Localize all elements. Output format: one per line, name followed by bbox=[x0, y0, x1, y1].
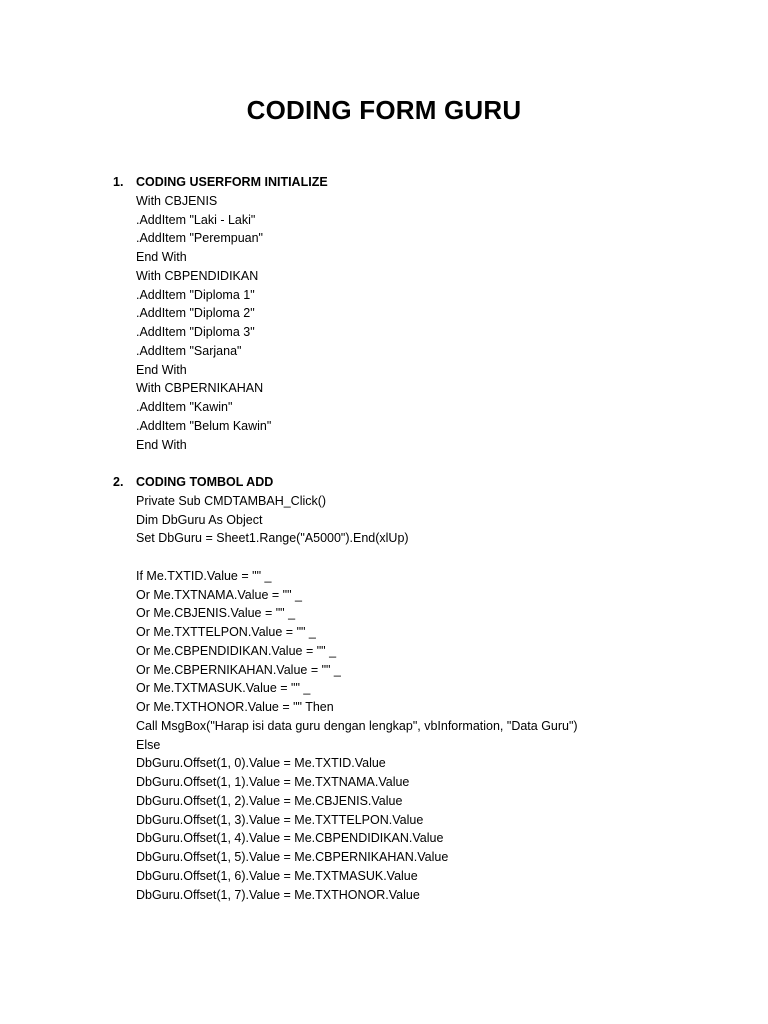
code-line: Private Sub CMDTAMBAH_Click() bbox=[136, 493, 327, 508]
code-line: With CBJENIS bbox=[136, 193, 218, 208]
section-heading-text: CODING TOMBOL ADD bbox=[136, 475, 274, 489]
code-line: .AddItem "Perempuan" bbox=[136, 231, 263, 246]
code-line: Set DbGuru = Sheet1.Range("A5000").End(xlUp) bbox=[136, 531, 409, 546]
section-heading-text: CODING USERFORM INITIALIZE bbox=[136, 175, 328, 189]
code-block bbox=[0, 192, 768, 455]
code-line: Or Me.TXTHONOR.Value = "" Then bbox=[136, 700, 334, 714]
code-line: With CBPENDIDIKAN bbox=[136, 268, 259, 283]
code-line: With CBPERNIKAHAN bbox=[136, 381, 264, 396]
code-line: End With bbox=[136, 250, 187, 264]
code-line: Call MsgBox("Harap isi data guru dengan lengkap", vbInformation, "Data Guru") bbox=[136, 718, 578, 733]
code-line: Or Me.TXTMASUK.Value = "" _ bbox=[136, 681, 311, 696]
code-line: DbGuru.Offset(1, 2).Value = Me.CBJENIS.Value bbox=[136, 793, 403, 808]
code-line: DbGuru.Offset(1, 3).Value = Me.TXTTELPON.Value bbox=[136, 812, 424, 827]
code-line: Else bbox=[136, 737, 161, 752]
code-line: Or Me.CBJENIS.Value = "" _ bbox=[136, 606, 296, 621]
code-line: DbGuru.Offset(1, 1).Value = Me.TXTNAMA.Value bbox=[136, 775, 410, 789]
page-title: CODING FORM GURU bbox=[246, 95, 522, 125]
section-number: 2. bbox=[113, 475, 124, 489]
code-line: DbGuru.Offset(1, 0).Value = Me.TXTID.Value bbox=[136, 756, 386, 771]
code-line: .AddItem "Diploma 2" bbox=[136, 306, 255, 321]
code-block bbox=[0, 492, 768, 905]
code-line: DbGuru.Offset(1, 6).Value = Me.TXTMASUK.Value bbox=[136, 868, 418, 883]
section-heading bbox=[0, 173, 768, 192]
code-line: .AddItem "Sarjana" bbox=[136, 343, 242, 358]
code-line: End With bbox=[136, 437, 187, 452]
code-line: Dim DbGuru As Object bbox=[136, 512, 263, 527]
code-line: .AddItem "Kawin" bbox=[136, 400, 233, 414]
section-number: 1. bbox=[113, 175, 124, 189]
code-line: .AddItem "Diploma 3" bbox=[136, 325, 255, 339]
code-line: .AddItem "Diploma 1" bbox=[136, 287, 255, 302]
section-heading bbox=[0, 473, 768, 492]
code-line: Or Me.CBPENDIDIKAN.Value = "" _ bbox=[136, 643, 337, 658]
code-line: If Me.TXTID.Value = "" _ bbox=[136, 568, 272, 583]
code-line: DbGuru.Offset(1, 4).Value = Me.CBPENDIDIKAN.Value bbox=[136, 831, 444, 846]
code-line: DbGuru.Offset(1, 5).Value = Me.CBPERNIKAHAN.Value bbox=[136, 850, 449, 864]
code-line: End With bbox=[136, 362, 187, 377]
code-line bbox=[136, 548, 768, 567]
section-userform-initialize bbox=[0, 173, 768, 454]
code-line: Or Me.TXTTELPON.Value = "" _ bbox=[136, 625, 316, 639]
code-line: Or Me.TXTNAMA.Value = "" _ bbox=[136, 587, 302, 602]
code-line: .AddItem "Laki - Laki" bbox=[136, 212, 256, 227]
code-line: DbGuru.Offset(1, 7).Value = Me.TXTHONOR.Value bbox=[136, 887, 420, 902]
section-tombol-add bbox=[0, 473, 768, 904]
code-line: Or Me.CBPERNIKAHAN.Value = "" _ bbox=[136, 662, 341, 677]
code-line: .AddItem "Belum Kawin" bbox=[136, 418, 272, 433]
